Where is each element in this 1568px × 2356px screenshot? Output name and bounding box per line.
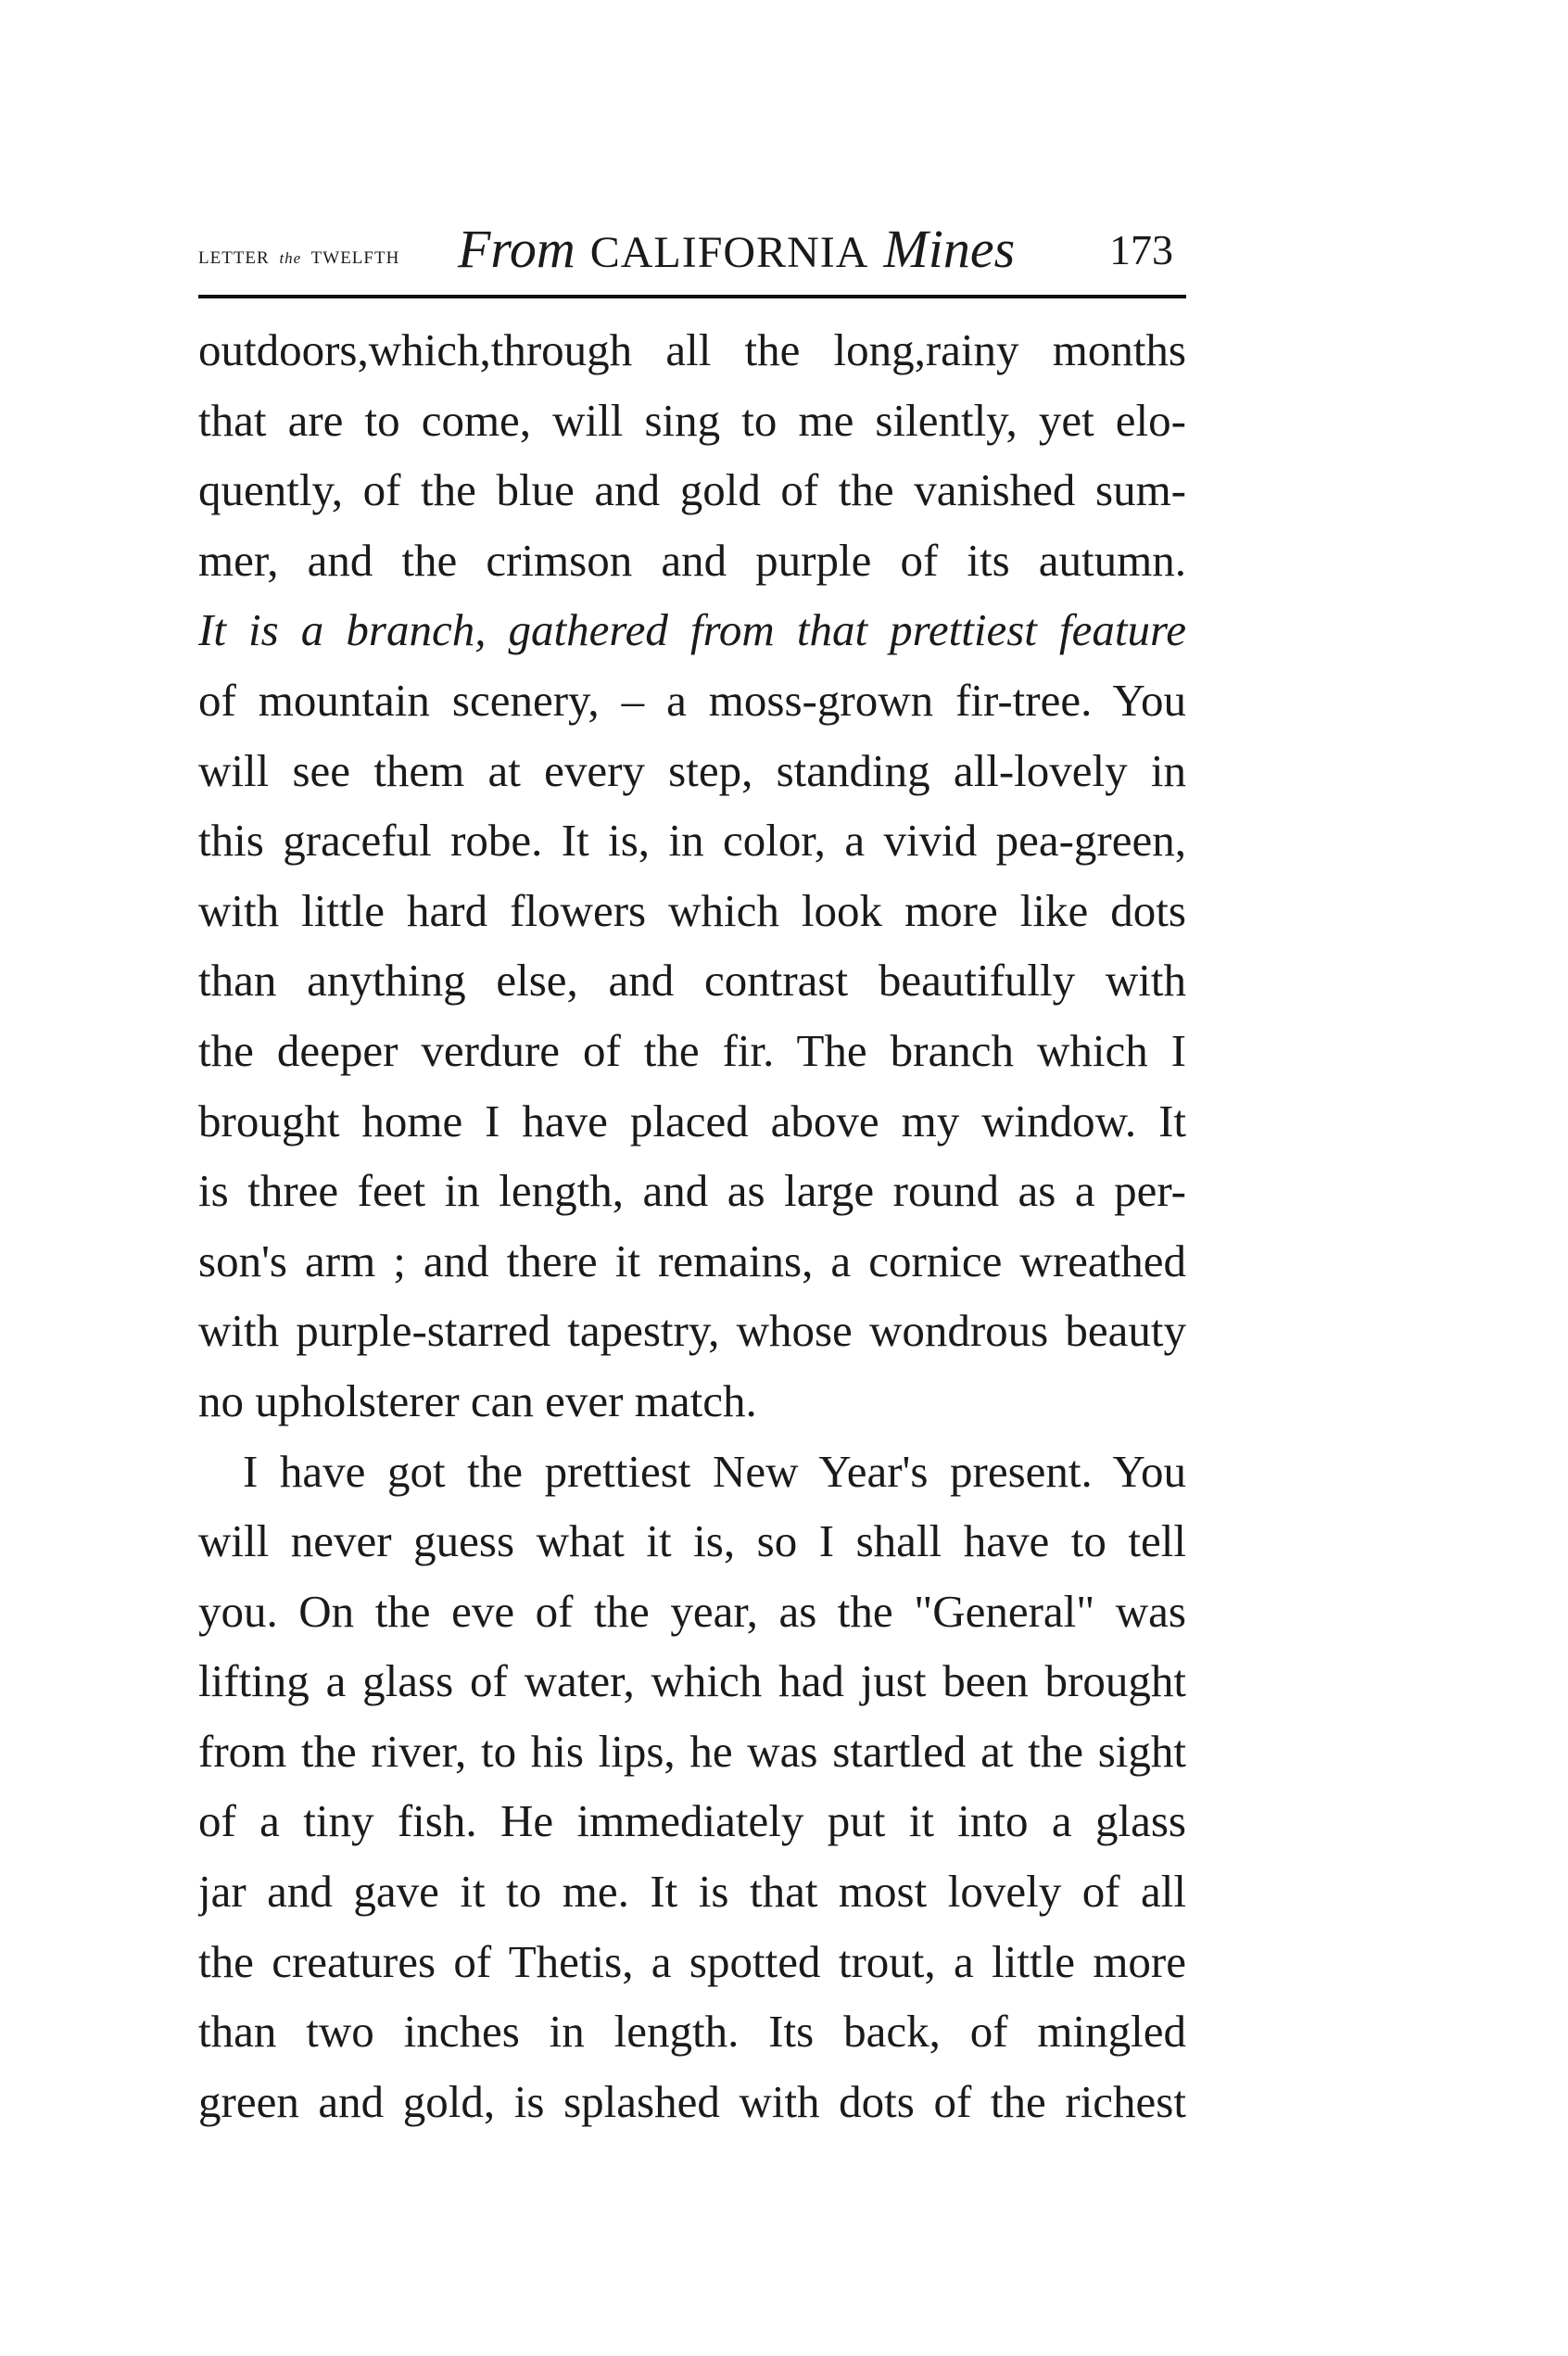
running-head-title [458, 218, 1015, 280]
text-line: jar and gave it to me. It is that most lovely of all [198, 1866, 1186, 1918]
text-line: no upholsterer can ever match. [198, 1374, 757, 1426]
text-line: this graceful robe. It is, in color, a vivid pea-green, [198, 815, 1186, 867]
text-line: brought home I have placed above my window. It [198, 1095, 1186, 1146]
text-line: is three feet in length, and as large round as a per- [198, 1165, 1186, 1217]
text-line: will never guess what it is, so I shall have to tell [198, 1515, 1186, 1567]
text-line: I have got the prettiest New Year's present. You [243, 1445, 1186, 1497]
text-line: quently, of the blue and gold of the vanished sum- [198, 464, 1186, 516]
running-head-from: From [458, 219, 575, 279]
running-head-mines: Mines [883, 219, 1016, 279]
text-line: with purple-starred tapestry, whose wondrous beauty [198, 1305, 1186, 1357]
text-line: It is a branch, gathered from that prettiest feature [198, 604, 1186, 656]
running-head-letter-word: LETTER [198, 248, 270, 268]
text-line: the deeper verdure of the fir. The branch which I [198, 1024, 1186, 1076]
header-rule [198, 295, 1186, 298]
text-line: of a tiny fish. He immediately put it into a glass [198, 1795, 1186, 1847]
text-line: you. On the eve of the year, as the "General" was [198, 1585, 1186, 1637]
text-line: the creatures of Thetis, a spotted trout, a little more [198, 1935, 1186, 1987]
text-line: will see them at every step, standing all-lovely in [198, 744, 1186, 796]
running-head-twelfth-word: TWELFTH [310, 248, 400, 268]
text-line: from the river, to his lips, he was startled at the sight [198, 1725, 1186, 1777]
text-line: of mountain scenery, – a moss-grown fir-tree. You [198, 674, 1186, 726]
running-head [198, 209, 1186, 287]
text-line: mer, and the crimson and purple of its autumn. [198, 534, 1186, 586]
page-number: 173 [1109, 226, 1173, 273]
text-line: green and gold, is splashed with dots of the richest [198, 2075, 1186, 2127]
body-text [198, 315, 1186, 2136]
running-head-california: CALIFORNIA [589, 228, 869, 277]
text-line: outdoors,which,through all the long,rainy months [198, 324, 1186, 375]
text-line: son's arm ; and there it remains, a cornice wreathed [198, 1235, 1186, 1286]
running-head-the-word: the [279, 249, 302, 267]
text-line: that are to come, will sing to me silently, yet elo- [198, 394, 1186, 446]
text-line: than anything else, and contrast beautifully with [198, 955, 1186, 1007]
running-head-letter [198, 248, 399, 269]
text-line: lifting a glass of water, which had just been brought [198, 1655, 1186, 1707]
text-line: than two inches in length. Its back, of mingled [198, 2006, 1186, 2058]
text-line: with little hard flowers which look more like dots [198, 884, 1186, 936]
